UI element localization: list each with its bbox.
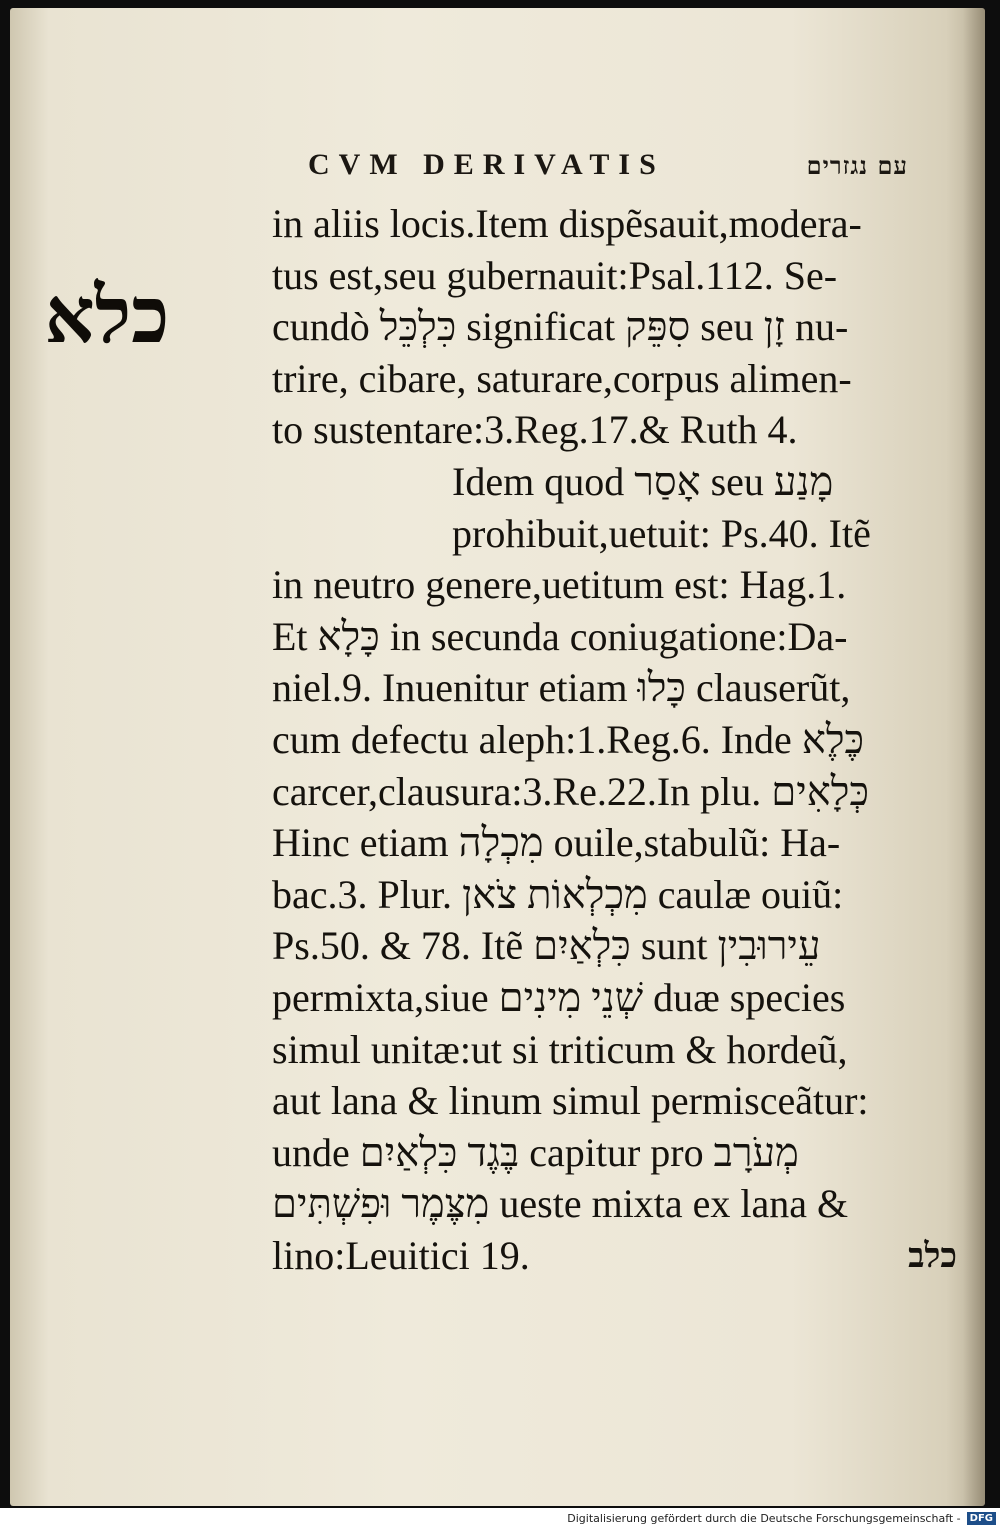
running-head: CVM DERIVATIS (308, 148, 665, 181)
funding-credit: Digitalisierung gefördert durch die Deutsche Forschungsgemeinschaft - (567, 1512, 961, 1525)
text-line: bac.3. Plur. מִכְלְאוֹת צֹאן caulæ ouiũ: (272, 871, 844, 917)
lemma-initial: כלא (44, 270, 170, 361)
text-line: carcer,clausura:3.Re.22.In plu. כְּלָאִים (272, 768, 870, 814)
text-line: cundò כִּלְכֵּל significat סִפֵּק seu זָן nu- (272, 304, 849, 350)
text-line: Ps.50. & 78. Itẽ כִּלְאַיִם sunt עֵירוּבִין (272, 923, 821, 969)
text-line: Idem quod אָסַר seu מָנַע (452, 458, 834, 504)
text-line: in aliis locis.Item dispẽsauit,modera- (272, 201, 862, 246)
text-line: מִצֶּמֶר וּפִשְׁתִּים ueste mixta ex lana & (272, 1181, 849, 1227)
text-line: niel.9. Inuenitur etiam כָּלוּ clauserũt, (272, 665, 851, 711)
text-line: Et כָּלָא in secunda coniugatione:Da- (272, 613, 848, 659)
page-gutter-shadow (963, 8, 985, 1506)
text-line: cum defectu aleph:1.Reg.6. Inde כֶּלֶא (272, 716, 865, 762)
body-text (272, 198, 962, 1281)
text-line: in neutro genere,uetitum est: Hag.1. (272, 562, 847, 608)
text-line: permixta,siue שְׁנֵי מִינִים duæ species (272, 974, 846, 1020)
catchword: כלב (908, 1236, 957, 1276)
text-line: trire, cibare, saturare,corpus alimen- (272, 355, 852, 401)
text-line: simul unitæ:ut si triticum & hordeũ, (272, 1026, 848, 1072)
text-line: unde בֶּגֶד כִּלְאַיִם capitur pro מְעֹרָב (272, 1129, 799, 1175)
text-line: prohibuit,uetuit: Ps.40. Itẽ (452, 510, 871, 556)
text-line: tus est,seu gubernauit:Psal.112. Se- (272, 252, 838, 298)
book-page (10, 8, 985, 1506)
hebrew-running-head: עם נגזרים (806, 151, 908, 180)
text-line: Hinc etiam מִכְלָה ouile,stabulũ: Ha- (272, 820, 841, 866)
page-header (308, 148, 908, 196)
dfg-logo: DFG (967, 1512, 996, 1525)
footer-bar (0, 1508, 1000, 1529)
text-line: lino:Leuitici 19. (272, 1232, 530, 1278)
text-line: aut lana & linum simul permisceãtur: (272, 1078, 869, 1124)
text-line: to sustentare:3.Reg.17.& Ruth 4. (272, 407, 798, 453)
